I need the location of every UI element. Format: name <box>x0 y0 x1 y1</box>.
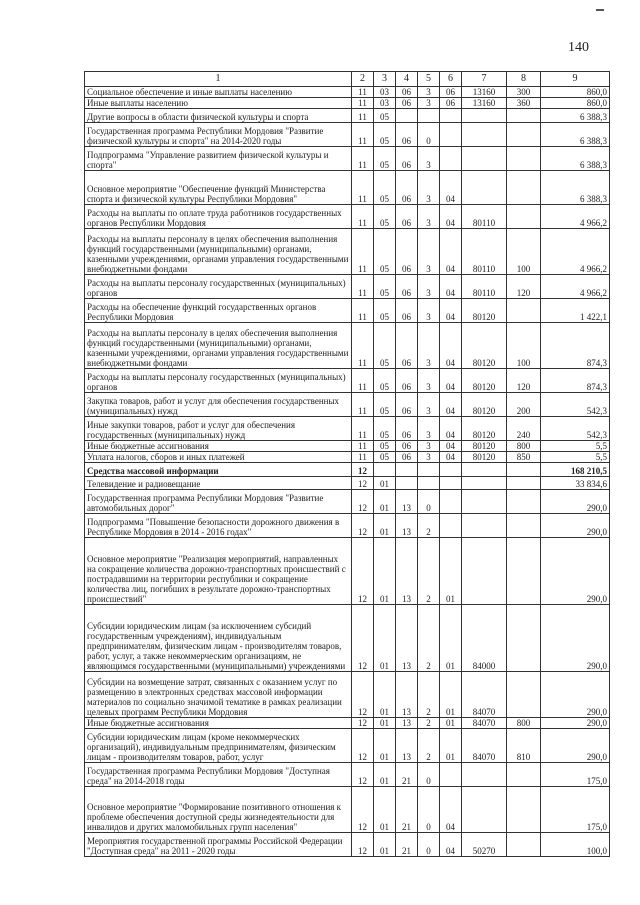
table-row <box>85 605 610 672</box>
code-cell <box>462 109 507 123</box>
amount-cell: 290,0 <box>541 605 610 672</box>
table-row <box>85 369 610 393</box>
code-cell: 2 <box>418 729 440 763</box>
code-cell: 84070 <box>462 718 507 729</box>
code-cell <box>507 109 541 123</box>
code-cell: 2 <box>418 605 440 672</box>
table-row <box>85 729 610 763</box>
amount-cell: 6 388,3 <box>541 123 610 147</box>
row-name: Иные закупки товаров, работ и услуг для обеспечения государственных (муниципальных) нужд <box>85 417 352 441</box>
code-cell: 01 <box>440 538 462 605</box>
row-name: Расходы на выплаты персоналу в целях обеспечения выполнения функций государственными (муниципальными) органами, казенными учреждениями, органами управления государственными внебюджетными фондами <box>85 323 352 369</box>
code-cell <box>507 538 541 605</box>
row-name: Государственная программа Республики Мордовия "Развитие физической культуры и спорта" на 2014-2020 годы <box>85 123 352 147</box>
table-row <box>85 452 610 463</box>
code-cell: 06 <box>396 369 418 393</box>
code-cell <box>396 109 418 123</box>
header-cell: 2 <box>352 72 374 87</box>
code-cell: 2 <box>418 538 440 605</box>
code-cell: 01 <box>440 605 462 672</box>
table-row <box>85 109 610 123</box>
code-cell <box>507 123 541 147</box>
row-name: Расходы на выплаты персоналу государственных (муниципальных) органов <box>85 275 352 299</box>
table-row <box>85 490 610 514</box>
code-cell: 04 <box>440 417 462 441</box>
amount-cell: 290,0 <box>541 672 610 718</box>
code-cell: 12 <box>352 763 374 787</box>
code-cell: 3 <box>418 417 440 441</box>
amount-cell: 290,0 <box>541 538 610 605</box>
code-cell: 04 <box>440 323 462 369</box>
code-cell: 01 <box>374 514 396 538</box>
header-cell: 6 <box>440 72 462 87</box>
code-cell <box>440 763 462 787</box>
code-cell: 80120 <box>462 369 507 393</box>
code-cell: 06 <box>396 98 418 109</box>
code-cell: 06 <box>440 87 462 98</box>
code-cell: 06 <box>440 98 462 109</box>
table-row <box>85 123 610 147</box>
amount-cell: 33 834,6 <box>541 477 610 490</box>
code-cell <box>418 463 440 477</box>
code-cell: 84070 <box>462 672 507 718</box>
code-cell: 04 <box>440 441 462 452</box>
code-cell: 04 <box>440 369 462 393</box>
code-cell: 01 <box>440 729 462 763</box>
table-row <box>85 477 610 490</box>
code-cell: 800 <box>507 441 541 452</box>
code-cell <box>374 463 396 477</box>
code-cell: 80110 <box>462 275 507 299</box>
code-cell: 05 <box>374 441 396 452</box>
code-cell: 06 <box>396 229 418 275</box>
code-cell: 06 <box>396 147 418 171</box>
code-cell: 80110 <box>462 229 507 275</box>
code-cell: 04 <box>440 833 462 857</box>
code-cell: 12 <box>352 538 374 605</box>
code-cell: 50270 <box>462 833 507 857</box>
code-cell: 05 <box>374 393 396 417</box>
code-cell: 12 <box>352 833 374 857</box>
code-cell: 05 <box>374 123 396 147</box>
code-cell: 06 <box>396 171 418 205</box>
code-cell: 0 <box>418 123 440 147</box>
code-cell: 01 <box>374 477 396 490</box>
amount-cell: 6 388,3 <box>541 147 610 171</box>
code-cell <box>462 477 507 490</box>
code-cell <box>507 205 541 229</box>
amount-cell: 874,3 <box>541 323 610 369</box>
code-cell: 01 <box>374 833 396 857</box>
code-cell <box>462 171 507 205</box>
code-cell: 3 <box>418 299 440 323</box>
code-cell: 01 <box>440 672 462 718</box>
code-cell: 12 <box>352 718 374 729</box>
code-cell: 12 <box>352 787 374 833</box>
code-cell: 3 <box>418 369 440 393</box>
code-cell: 3 <box>418 275 440 299</box>
table-row <box>85 147 610 171</box>
code-cell: 01 <box>374 787 396 833</box>
code-cell: 12 <box>352 514 374 538</box>
code-cell <box>507 147 541 171</box>
budget-table <box>84 71 610 857</box>
code-cell <box>462 787 507 833</box>
table-row <box>85 393 610 417</box>
code-cell <box>507 477 541 490</box>
corner-mark <box>596 9 604 11</box>
code-cell <box>440 109 462 123</box>
code-cell <box>462 123 507 147</box>
amount-cell: 874,3 <box>541 369 610 393</box>
row-name: Расходы на обеспечение функций государственных органов Республики Мордовия <box>85 299 352 323</box>
amount-cell: 6 388,3 <box>541 109 610 123</box>
code-cell: 06 <box>396 323 418 369</box>
code-cell <box>507 763 541 787</box>
code-cell: 13 <box>396 672 418 718</box>
code-cell: 80120 <box>462 299 507 323</box>
code-cell: 01 <box>440 718 462 729</box>
row-name: Основное мероприятие "Обеспечение функций Министерства спорта и физической культуры Республики Мордовия" <box>85 171 352 205</box>
code-cell: 04 <box>440 205 462 229</box>
header-cell: 1 <box>85 72 352 87</box>
code-cell: 12 <box>352 490 374 514</box>
row-name: Другие вопросы в области физической культуры и спорта <box>85 109 352 123</box>
code-cell: 05 <box>374 417 396 441</box>
code-cell: 120 <box>507 275 541 299</box>
code-cell: 0 <box>418 763 440 787</box>
code-cell: 06 <box>396 123 418 147</box>
code-cell: 05 <box>374 369 396 393</box>
code-cell <box>462 763 507 787</box>
table-row <box>85 718 610 729</box>
code-cell: 13 <box>396 605 418 672</box>
amount-cell: 860,0 <box>541 98 610 109</box>
code-cell: 0 <box>418 833 440 857</box>
code-cell: 06 <box>396 205 418 229</box>
header-cell: 4 <box>396 72 418 87</box>
code-cell: 3 <box>418 393 440 417</box>
table-row <box>85 205 610 229</box>
amount-cell: 4 966,2 <box>541 229 610 275</box>
code-cell: 01 <box>374 718 396 729</box>
row-name: Иные бюджетные ассигнования <box>85 441 352 452</box>
amount-cell: 290,0 <box>541 729 610 763</box>
row-name: Подпрограмма "Повышение безопасности дорожного движения в Республике Мордовия в 2014 - 2016 годах" <box>85 514 352 538</box>
row-name: Подпрограмма "Управление развитием физической культуры и спорта" <box>85 147 352 171</box>
code-cell: 3 <box>418 205 440 229</box>
code-cell <box>462 514 507 538</box>
code-cell: 11 <box>352 229 374 275</box>
code-cell: 300 <box>507 87 541 98</box>
amount-cell: 175,0 <box>541 763 610 787</box>
code-cell: 12 <box>352 477 374 490</box>
code-cell: 04 <box>440 171 462 205</box>
code-cell: 100 <box>507 229 541 275</box>
row-name: Мероприятия государственной программы Российской Федерации "Доступная среда" на 2011 - 2020 годы <box>85 833 352 857</box>
code-cell: 84000 <box>462 605 507 672</box>
code-cell: 06 <box>396 275 418 299</box>
code-cell: 80110 <box>462 205 507 229</box>
code-cell: 11 <box>352 171 374 205</box>
code-cell: 05 <box>374 275 396 299</box>
table-row <box>85 417 610 441</box>
code-cell: 03 <box>374 98 396 109</box>
code-cell: 01 <box>374 490 396 514</box>
row-name: Расходы на выплаты персоналу в целях обеспечения выполнения функций государственными (муниципальными) органами, казенными учреждениями, органами управления государственными внебюджетными фондами <box>85 229 352 275</box>
code-cell: 3 <box>418 229 440 275</box>
row-name: Субсидии на возмещение затрат, связанных с оказанием услуг по размещению в электронных средствах массовой информации материалов по социально значимой тематике в рамках реализации целевых программ Республики Мордовия <box>85 672 352 718</box>
code-cell: 11 <box>352 87 374 98</box>
table-row <box>85 441 610 452</box>
code-cell: 800 <box>507 718 541 729</box>
row-name: Субсидии юридическим лицам (за исключением субсидий государственным учреждениям), индивидуальным предпринимателям, физическим лицам - производителям товаров, работ, услуг, а также некоммерческим организациям, не являющимся государственными (муниципальными) учреждениями <box>85 605 352 672</box>
code-cell: 06 <box>396 441 418 452</box>
table-row <box>85 463 610 477</box>
code-cell <box>507 490 541 514</box>
amount-cell: 175,0 <box>541 787 610 833</box>
code-cell: 360 <box>507 98 541 109</box>
code-cell: 80120 <box>462 417 507 441</box>
code-cell <box>507 463 541 477</box>
code-cell <box>462 463 507 477</box>
code-cell: 3 <box>418 98 440 109</box>
table-row <box>85 833 610 857</box>
code-cell: 2 <box>418 718 440 729</box>
amount-cell: 6 388,3 <box>541 171 610 205</box>
code-cell: 01 <box>374 538 396 605</box>
code-cell: 03 <box>374 87 396 98</box>
header-cell: 5 <box>418 72 440 87</box>
table-row <box>85 672 610 718</box>
table-row <box>85 514 610 538</box>
code-cell <box>440 463 462 477</box>
table-row <box>85 229 610 275</box>
code-cell: 13 <box>396 729 418 763</box>
code-cell: 01 <box>374 672 396 718</box>
code-cell: 04 <box>440 299 462 323</box>
code-cell: 11 <box>352 98 374 109</box>
amount-cell: 290,0 <box>541 718 610 729</box>
code-cell: 05 <box>374 109 396 123</box>
code-cell <box>462 490 507 514</box>
code-cell: 01 <box>374 763 396 787</box>
code-cell <box>507 299 541 323</box>
code-cell: 05 <box>374 229 396 275</box>
code-cell: 80120 <box>462 441 507 452</box>
code-cell: 04 <box>440 787 462 833</box>
header-cell: 7 <box>462 72 507 87</box>
code-cell: 100 <box>507 323 541 369</box>
code-cell: 04 <box>440 393 462 417</box>
code-cell <box>396 477 418 490</box>
code-cell: 21 <box>396 763 418 787</box>
amount-cell: 860,0 <box>541 87 610 98</box>
code-cell: 11 <box>352 417 374 441</box>
code-cell: 04 <box>440 275 462 299</box>
row-name: Расходы на выплаты по оплате труда работников государственных органов Республики Мордовия <box>85 205 352 229</box>
code-cell: 06 <box>396 393 418 417</box>
code-cell: 120 <box>507 369 541 393</box>
code-cell: 11 <box>352 299 374 323</box>
code-cell <box>418 109 440 123</box>
code-cell: 3 <box>418 323 440 369</box>
table-row <box>85 763 610 787</box>
amount-cell: 4 966,2 <box>541 275 610 299</box>
row-name: Иные бюджетные ассигнования <box>85 718 352 729</box>
code-cell: 13 <box>396 514 418 538</box>
code-cell: 0 <box>418 490 440 514</box>
code-cell: 200 <box>507 393 541 417</box>
code-cell: 05 <box>374 147 396 171</box>
code-cell: 12 <box>352 463 374 477</box>
code-cell: 12 <box>352 729 374 763</box>
code-cell: 06 <box>396 87 418 98</box>
code-cell: 01 <box>374 605 396 672</box>
row-name: Основное мероприятие "Реализация мероприятий, направленных на сокращение количества дорожно-транспортных происшествий с пострадавшими на территории республики и сокращение количества лиц, погибших в результате дорожно-транспортных происшествий" <box>85 538 352 605</box>
amount-cell: 542,3 <box>541 417 610 441</box>
code-cell: 11 <box>352 323 374 369</box>
table-row <box>85 299 610 323</box>
code-cell: 2 <box>418 672 440 718</box>
table-row <box>85 538 610 605</box>
header-cell: 9 <box>541 72 610 87</box>
code-cell: 810 <box>507 729 541 763</box>
code-cell: 3 <box>418 452 440 463</box>
code-cell: 12 <box>352 605 374 672</box>
code-cell <box>507 171 541 205</box>
table-row <box>85 787 610 833</box>
code-cell: 3 <box>418 171 440 205</box>
code-cell: 01 <box>374 729 396 763</box>
code-cell: 05 <box>374 452 396 463</box>
code-cell: 80120 <box>462 452 507 463</box>
code-cell: 13 <box>396 718 418 729</box>
code-cell: 11 <box>352 275 374 299</box>
code-cell: 13 <box>396 490 418 514</box>
code-cell: 06 <box>396 417 418 441</box>
code-cell: 240 <box>507 417 541 441</box>
code-cell: 0 <box>418 787 440 833</box>
code-cell <box>440 123 462 147</box>
code-cell: 06 <box>396 299 418 323</box>
amount-cell: 290,0 <box>541 514 610 538</box>
code-cell <box>418 477 440 490</box>
code-cell: 13 <box>396 538 418 605</box>
code-cell: 3 <box>418 87 440 98</box>
code-cell: 05 <box>374 205 396 229</box>
row-name: Средства массовой информации <box>85 463 352 477</box>
code-cell: 11 <box>352 452 374 463</box>
code-cell <box>507 833 541 857</box>
code-cell: 3 <box>418 147 440 171</box>
page-number: 140 <box>568 40 589 55</box>
code-cell: 06 <box>396 452 418 463</box>
code-cell: 84070 <box>462 729 507 763</box>
code-cell: 11 <box>352 369 374 393</box>
amount-cell: 168 210,5 <box>541 463 610 477</box>
amount-cell: 542,3 <box>541 393 610 417</box>
table-row <box>85 98 610 109</box>
code-cell: 11 <box>352 393 374 417</box>
code-cell: 12 <box>352 672 374 718</box>
code-cell: 04 <box>440 452 462 463</box>
row-name: Расходы на выплаты персоналу государственных (муниципальных) органов <box>85 369 352 393</box>
header-cell: 8 <box>507 72 541 87</box>
code-cell: 05 <box>374 323 396 369</box>
row-name: Государственная программа Республики Мордовия "Развитие автомобильных дорог" <box>85 490 352 514</box>
amount-cell: 5,5 <box>541 452 610 463</box>
code-cell: 13160 <box>462 87 507 98</box>
amount-cell: 100,0 <box>541 833 610 857</box>
code-cell: 11 <box>352 109 374 123</box>
code-cell: 21 <box>396 787 418 833</box>
code-cell <box>462 147 507 171</box>
code-cell <box>507 672 541 718</box>
row-name: Социальное обеспечение и иные выплаты населению <box>85 87 352 98</box>
row-name: Уплата налогов, сборов и иных платежей <box>85 452 352 463</box>
amount-cell: 4 966,2 <box>541 205 610 229</box>
row-name: Закупка товаров, работ и услуг для обеспечения государственных (муниципальных) нужд <box>85 393 352 417</box>
code-cell <box>440 147 462 171</box>
code-cell: 11 <box>352 123 374 147</box>
code-cell: 2 <box>418 514 440 538</box>
code-cell <box>440 490 462 514</box>
amount-cell: 290,0 <box>541 490 610 514</box>
table-header-row <box>85 72 610 87</box>
code-cell <box>507 787 541 833</box>
table-row <box>85 323 610 369</box>
code-cell <box>507 605 541 672</box>
code-cell: 11 <box>352 441 374 452</box>
table-row <box>85 87 610 98</box>
code-cell: 21 <box>396 833 418 857</box>
table-row <box>85 171 610 205</box>
code-cell: 850 <box>507 452 541 463</box>
code-cell: 80120 <box>462 393 507 417</box>
code-cell: 05 <box>374 171 396 205</box>
row-name: Иные выплаты населению <box>85 98 352 109</box>
row-name: Субсидии юридическим лицам (кроме некоммерческих организаций), индивидуальным предпринимателям, физическим лицам - производителям товаров, работ, услуг <box>85 729 352 763</box>
code-cell <box>440 514 462 538</box>
row-name: Телевидение и радиовещание <box>85 477 352 490</box>
code-cell: 11 <box>352 147 374 171</box>
amount-cell: 1 422,1 <box>541 299 610 323</box>
row-name: Государственная программа Республики Мордовия "Доступная среда" на 2014-2018 годы <box>85 763 352 787</box>
code-cell: 13160 <box>462 98 507 109</box>
code-cell: 80120 <box>462 323 507 369</box>
code-cell: 04 <box>440 229 462 275</box>
code-cell <box>462 538 507 605</box>
code-cell <box>440 477 462 490</box>
code-cell: 3 <box>418 441 440 452</box>
row-name: Основное мероприятие "Формирование позитивного отношения к проблеме обеспечения доступной среды жизнедеятельности для инвалидов и других маломобильных групп населения" <box>85 787 352 833</box>
header-cell: 3 <box>374 72 396 87</box>
code-cell <box>396 463 418 477</box>
code-cell: 05 <box>374 299 396 323</box>
code-cell <box>507 514 541 538</box>
code-cell: 11 <box>352 205 374 229</box>
amount-cell: 5,5 <box>541 441 610 452</box>
table-row <box>85 275 610 299</box>
